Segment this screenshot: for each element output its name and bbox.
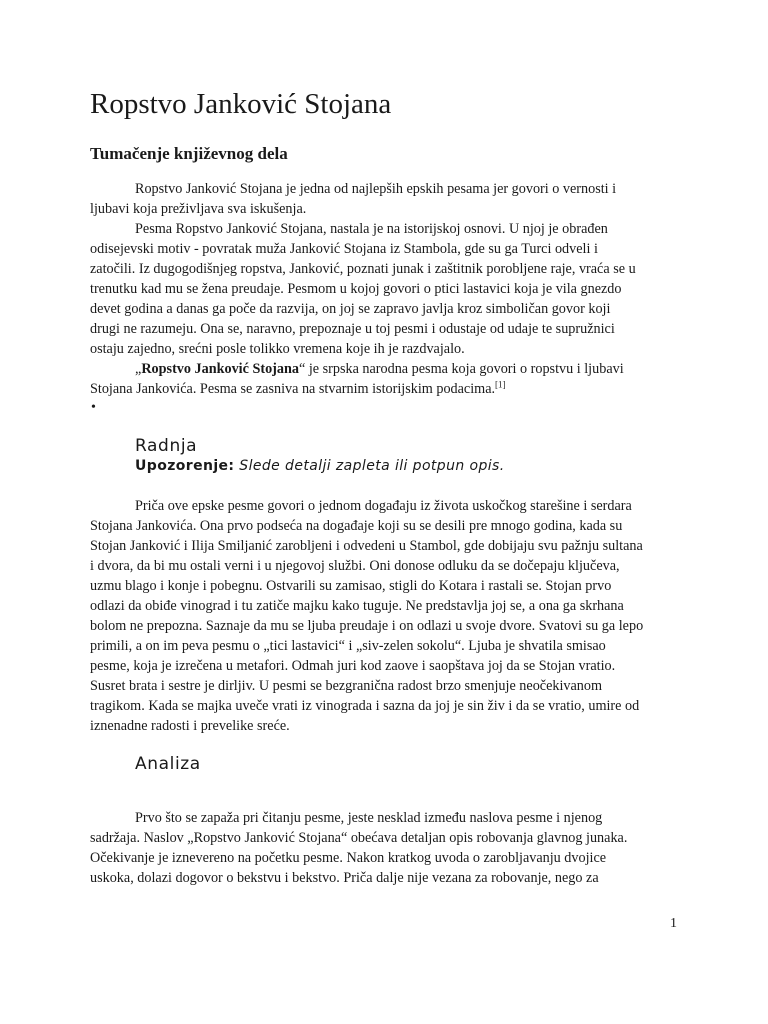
quote-line2-text: Stojana Jankovića. Pesma se zasniva na stvarnim istorijskim podacima.: [90, 381, 496, 397]
section-heading-analiza: Analiza: [135, 754, 201, 774]
analiza-paragraph: [90, 808, 690, 888]
text-line: odisejevski motiv - povratak muža Janković Stojana iz Stambola, gde su ga Turci odveli i: [90, 241, 598, 257]
text-line: Stojan Janković i Ilija Smiljanić zarobljeni i odvedeni u Stambol, gde dobijaju svu pažnju sultana: [90, 538, 643, 554]
text-line: tragikom. Kada se majka uveče vrati iz vinograda i sazna da joj je sin živ i da se vratio, umire od: [90, 698, 640, 714]
spoiler-warning: [135, 458, 505, 474]
reference-link[interactable]: [1]: [495, 379, 506, 390]
section-heading-radnja: Radnja: [135, 436, 198, 456]
text-line: primili, a on im peva pesmu o „tici lastavici“ i „siv-zelen sokolu“. Ljuba je shvatila smisao: [90, 638, 606, 654]
text-line: ostaju zajedno, srećni posle tolikko vremena koje ih je razdvajalo.: [90, 341, 465, 357]
text-line: drugi ne razumeju. Ona se, naravno, prepoznaje u toj pesmi i odustaje od udaje te supružnici: [90, 321, 615, 337]
text-line: Prvo što se zapaža pri čitanju pesme, jeste nesklad između naslova pesme i njenog: [135, 810, 603, 826]
intro-paragraph: [90, 179, 690, 399]
text-line: devet godina a danas ga poče da razvija, on joj se zapravo javlja kroz simboličan govor koji: [90, 301, 611, 317]
bullet-point: •: [91, 400, 96, 415]
text-line: uskoka, dolazi dogovor o bekstvu i bekstvo. Priča dalje nije vezana za robovanje, nego za: [90, 870, 599, 886]
text-line: Pesma Ropstvo Janković Stojana, nastala je na istorijskoj osnovi. U njoj je obrađen: [135, 221, 608, 237]
text-line: Očekivanje je iznevereno na početku pesme. Nakon kratkog uvoda o zarobljavanju dvojice: [90, 850, 607, 866]
quote-line-2: [90, 379, 690, 399]
quote-title: Ropstvo Janković Stojana: [141, 361, 299, 377]
text-line: i dvora, da bi mu ostali verni i u njegovoj službi. Oni donose odluku da se dočepaju ključeva,: [90, 558, 620, 574]
text-line: Susret brata i sestre je dirljiv. U pesmi se bezgranična radost brzo smenjuje neočekivanom: [90, 678, 603, 694]
quote-open: „: [135, 361, 142, 377]
text-line: bolom ne prepozna. Saznaje da mu se ljuba preudaje i on odlazi u svoje dvore. Svatovi su ga lepo: [90, 618, 644, 634]
text-line: iznenadne radosti i prevelike sreće.: [90, 718, 290, 734]
text-line: odlazi da obiđe vinograd i tu zatiče majku kako tuguje. Ne predstavlja joj se, a ona ga skrhana: [90, 598, 624, 614]
text-line: pesme, koja je izrečena u metafori. Odmah juri kod zaove i saopštava joj da se Stojan vratio.: [90, 658, 616, 674]
page-title: Ropstvo Janković Stojana: [90, 88, 392, 120]
warning-text: Slede detalji zapleta ili potpun opis.: [234, 458, 505, 474]
text-line: sadržaja. Naslov „Ropstvo Janković Stojana“ obećava detaljan opis robovanja glavnog junaka.: [90, 830, 628, 846]
radnja-paragraph: [90, 496, 690, 736]
text-line: Stojana Jankovića. Ona prvo podseća na događaje koji su se desili pre mnogo godina, kada su: [90, 518, 623, 534]
text-line: zatočili. Iz dugogodišnjeg ropstva, Janković, poznati junak i zaštitnik porobljene raje, vraća se u: [90, 261, 636, 277]
page-number: 1: [670, 916, 677, 931]
text-line: ljubavi koja preživljava sva iskušenja.: [90, 201, 307, 217]
text-line: Priča ove epske pesme govori o jednom događaju iz života uskočkog starešine i serdara: [135, 498, 632, 514]
quote-line: [90, 359, 690, 379]
quote-rest: “ je srpska narodna pesma koja govori o ropstvu i ljubavi: [298, 361, 624, 377]
warning-label: Upozorenje:: [135, 458, 235, 474]
text-line: Ropstvo Janković Stojana je jedna od najlepših epskih pesama jer govori o vernosti i: [135, 181, 617, 197]
text-line: trenutku kad mu se žena preudaje. Pesmom u kojoj govori o ptici lastavici koja je vila gnezdo: [90, 281, 622, 297]
page-subtitle: Tumačenje književnog dela: [90, 144, 288, 163]
text-line: uzmu blago i konje i pobegnu. Ostvarili su zamisao, stigli do Kotara i rastali se. Stojan prvo: [90, 578, 612, 594]
